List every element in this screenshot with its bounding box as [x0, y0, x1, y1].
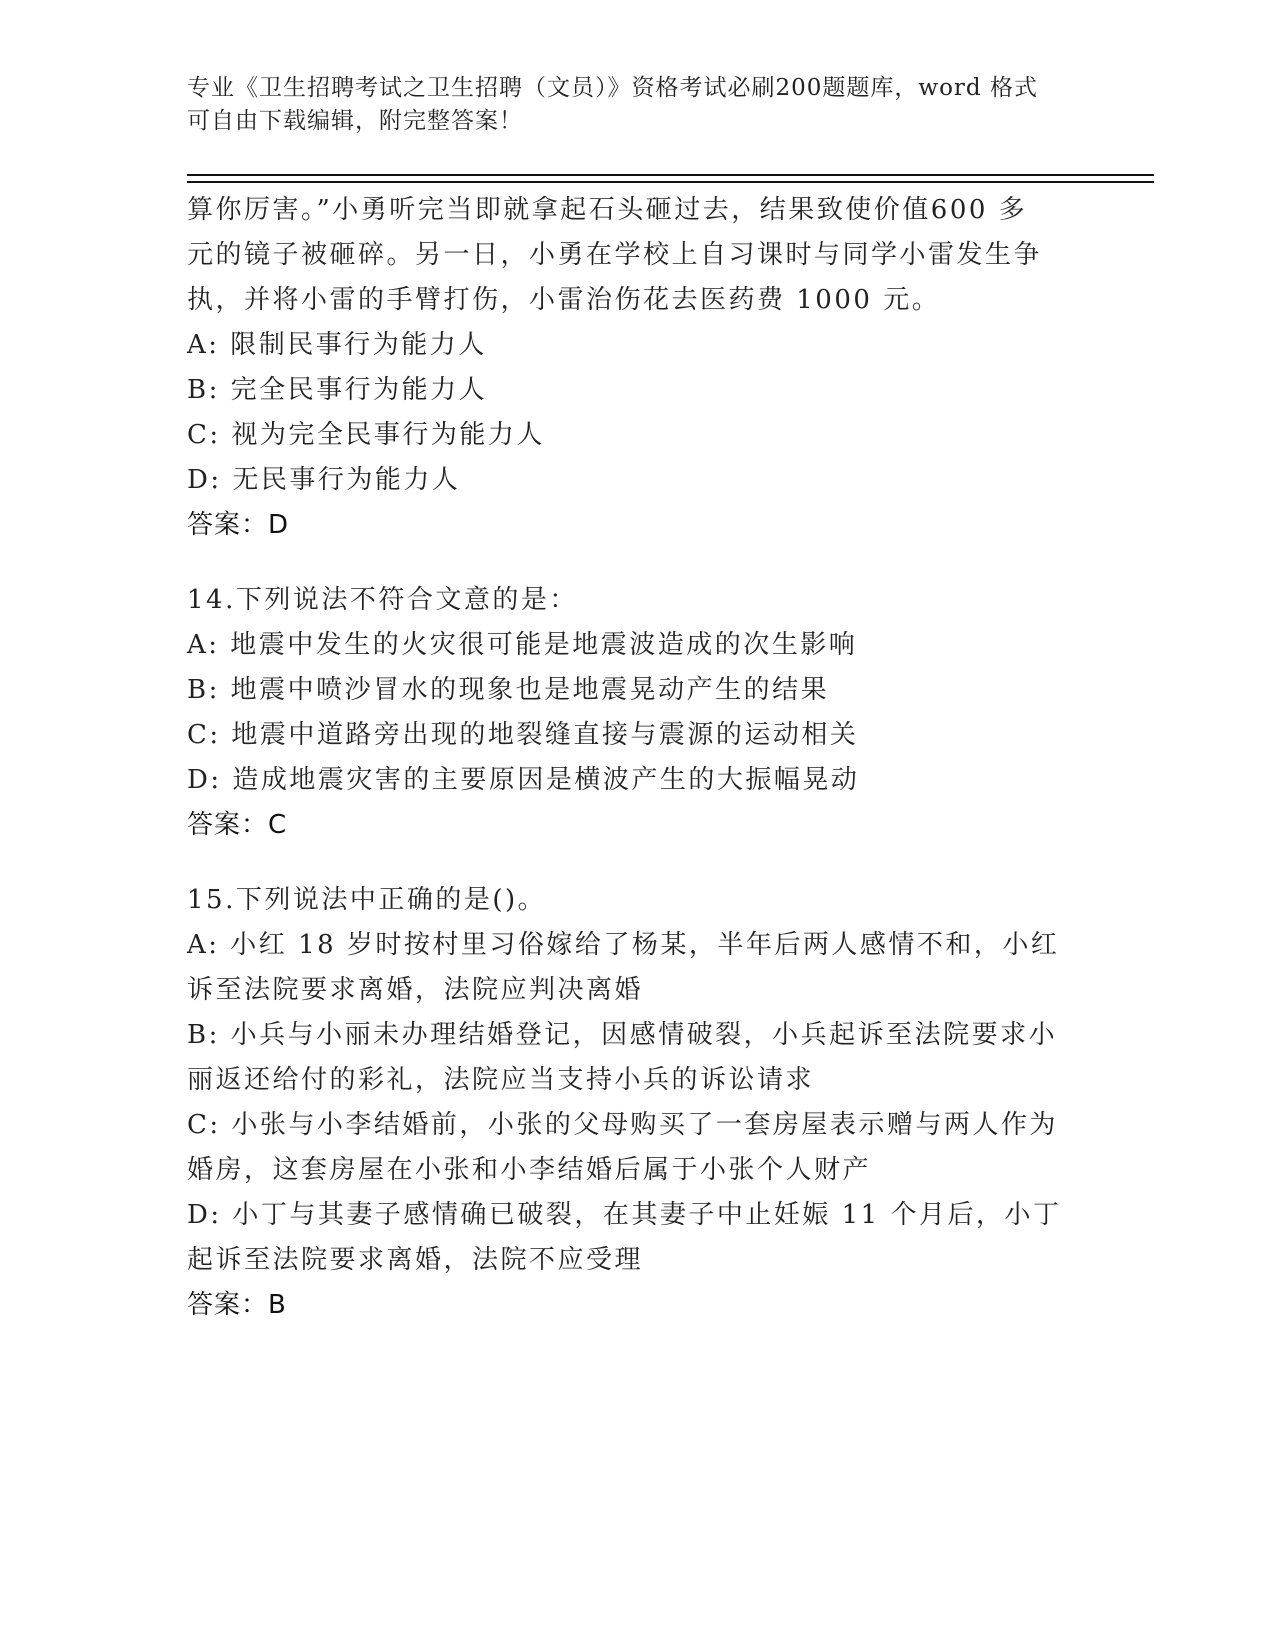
- spacer: [187, 548, 1067, 578]
- option-a-line: 诉至法院要求离婚，法院应判决离婚: [187, 975, 644, 1005]
- header-title-line-2: 可自由下载编辑，附完整答案！: [187, 108, 523, 134]
- question-content: [187, 188, 1067, 1328]
- option-b: B: 完全民事行为能力人: [187, 375, 488, 405]
- page-header: [187, 72, 1067, 138]
- question-text-line: 执，并将小雷的手臂打伤，小雷治伤花去医药费 1000 元。: [187, 285, 941, 315]
- option-d-line: D: 小丁与其妻子感情确已破裂，在其妻子中止妊娠 11 个月后，小丁: [187, 1200, 1062, 1230]
- option-a: A: 限制民事行为能力人: [187, 330, 487, 360]
- question-13-continued: [187, 188, 1067, 548]
- header-divider-bottom: [187, 181, 1154, 183]
- question-14: [187, 578, 1067, 848]
- option-a: A: 地震中发生的火灾很可能是地震波造成的次生影响: [187, 630, 858, 660]
- header-divider-top: [187, 174, 1154, 176]
- question-stem: 14.下列说法不符合文意的是：: [187, 585, 578, 615]
- option-d: D: 无民事行为能力人: [187, 465, 461, 495]
- answer-label: 答案：C: [187, 810, 288, 840]
- question-text-line: 算你厉害。”小勇听完当即就拿起石头砸过去，结果致使价值600 多: [187, 195, 1028, 225]
- option-c: C: 视为完全民事行为能力人: [187, 420, 545, 450]
- question-text-line: 元的镜子被砸碎。另一日，小勇在学校上自习课时与同学小雷发生争: [187, 240, 1043, 270]
- option-b-line: B: 小兵与小丽未办理结婚登记，因感情破裂，小兵起诉至法院要求小: [187, 1020, 1058, 1050]
- option-c-line: C: 小张与小李结婚前，小张的父母购买了一套房屋表示赠与两人作为: [187, 1110, 1058, 1140]
- question-stem: 15.下列说法中正确的是()。: [187, 885, 547, 915]
- option-c-line: 婚房，这套房屋在小张和小李结婚后属于小张个人财产: [187, 1155, 872, 1185]
- option-d: D: 造成地震灾害的主要原因是横波产生的大振幅晃动: [187, 765, 860, 795]
- option-b-line: 丽返还给付的彩礼，法院应当支持小兵的诉讼请求: [187, 1065, 815, 1095]
- option-d-line: 起诉至法院要求离婚，法院不应受理: [187, 1245, 644, 1275]
- option-a-line: A: 小红 18 岁时按村里习俗嫁给了杨某，半年后两人感情不和，小红: [187, 930, 1060, 960]
- answer-label: 答案：B: [187, 1290, 287, 1320]
- spacer: [187, 848, 1067, 878]
- question-15: [187, 878, 1067, 1328]
- answer-label: 答案：D: [187, 510, 290, 540]
- option-b: B: 地震中喷沙冒水的现象也是地震晃动产生的结果: [187, 675, 830, 705]
- header-title-line-1: 专业《卫生招聘考试之卫生招聘（文员）》资格考试必刷200题题库，word 格式: [187, 75, 1038, 101]
- option-c: C: 地震中道路旁出现的地裂缝直接与震源的运动相关: [187, 720, 859, 750]
